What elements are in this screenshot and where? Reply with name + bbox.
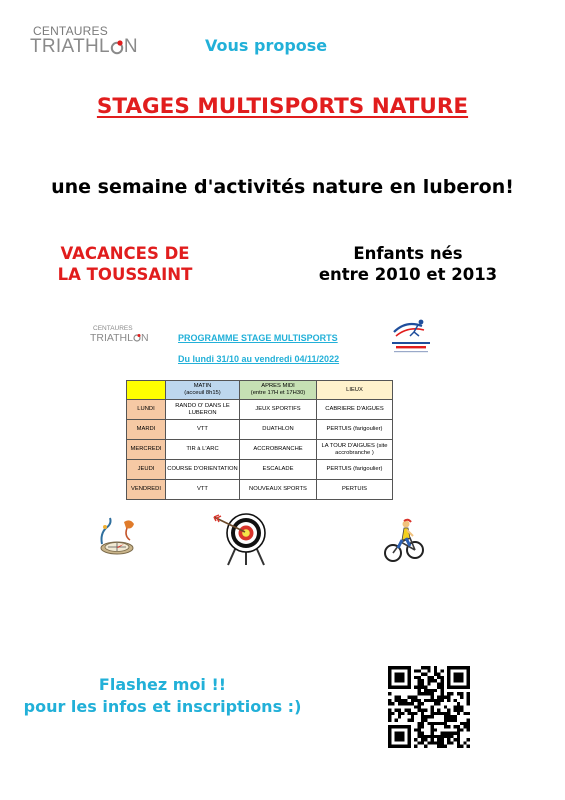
schedule-table: [126, 380, 393, 500]
header-corner-cell: [127, 381, 166, 400]
logo-line1: CENTAURES: [33, 24, 108, 38]
table-row: [127, 480, 393, 500]
apres-midi-cell: DUATHLON: [240, 420, 317, 440]
header-lieux: LIEUX: [317, 381, 393, 400]
lieux-cell: CABRIERE D'AIGUES: [317, 400, 393, 420]
centaures-triathlon-logo: [28, 24, 138, 60]
matin-cell: TIR à L'ARC: [166, 440, 240, 460]
header-apres-midi: APRES MIDI (entre 17H et 17H30): [240, 381, 317, 400]
qr-code-icon[interactable]: [388, 666, 470, 748]
table-row: [127, 460, 393, 480]
logo-ring-icon: [110, 39, 124, 55]
lieux-cell: PERTUIS (farigoulier): [317, 460, 393, 480]
logo-line2: TRIATHL N: [30, 36, 138, 57]
day-cell: VENDREDI: [127, 480, 166, 500]
vacances-label: VACANCES DE LA TOUSSAINT: [57, 244, 193, 284]
matin-cell: VTT: [166, 420, 240, 440]
archery-target-icon: [212, 509, 280, 567]
apres-midi-cell: NOUVEAUX SPORTS: [240, 480, 317, 500]
enfants-label: Enfants nés entre 2010 et 2013: [318, 244, 498, 284]
propose-text: Vous propose: [205, 36, 328, 55]
day-cell: LUNDI: [127, 400, 166, 420]
table-row: [127, 420, 393, 440]
day-cell: JEUDI: [127, 460, 166, 480]
page-title: STAGES MULTISPORTS NATURE: [96, 94, 469, 119]
page-subtitle: une semaine d'activités nature en luberon!: [51, 176, 514, 198]
small-logo-ring-icon: [133, 333, 141, 342]
program-dates: Du lundi 31/10 au vendredi 04/11/2022: [178, 354, 340, 364]
lieux-cell: PERTUIS (farigoulier): [317, 420, 393, 440]
lieux-cell: PERTUIS: [317, 480, 393, 500]
header-matin: MATIN (acceuil 8h15): [166, 381, 240, 400]
compass-icon: [94, 514, 140, 558]
flash-message: Flashez moi !! pour les infos et inscriptions :): [23, 675, 302, 716]
day-cell: MERCREDI: [127, 440, 166, 460]
apres-midi-cell: ESCALADE: [240, 460, 317, 480]
program-title: PROGRAMME STAGE MULTISPORTS: [178, 333, 338, 343]
table-row: [127, 400, 393, 420]
apres-midi-cell: JEUX SPORTIFS: [240, 400, 317, 420]
matin-cell: COURSE D'ORIENTATION: [166, 460, 240, 480]
matin-cell: RANDO O' DANS LE LUBERON: [166, 400, 240, 420]
lieux-cell: LA TOUR D'AIGUES (site accrobranche ): [317, 440, 393, 460]
table-row: [127, 440, 393, 460]
centaures-small-logo: CENTAURES TRIATHL N: [90, 325, 149, 344]
matin-cell: VTT: [166, 480, 240, 500]
apres-midi-cell: ACCROBRANCHE: [240, 440, 317, 460]
ligue-triathlon-logo: [388, 316, 434, 356]
day-cell: MARDI: [127, 420, 166, 440]
cyclist-icon: [384, 518, 424, 564]
table-header-row: [127, 381, 393, 400]
